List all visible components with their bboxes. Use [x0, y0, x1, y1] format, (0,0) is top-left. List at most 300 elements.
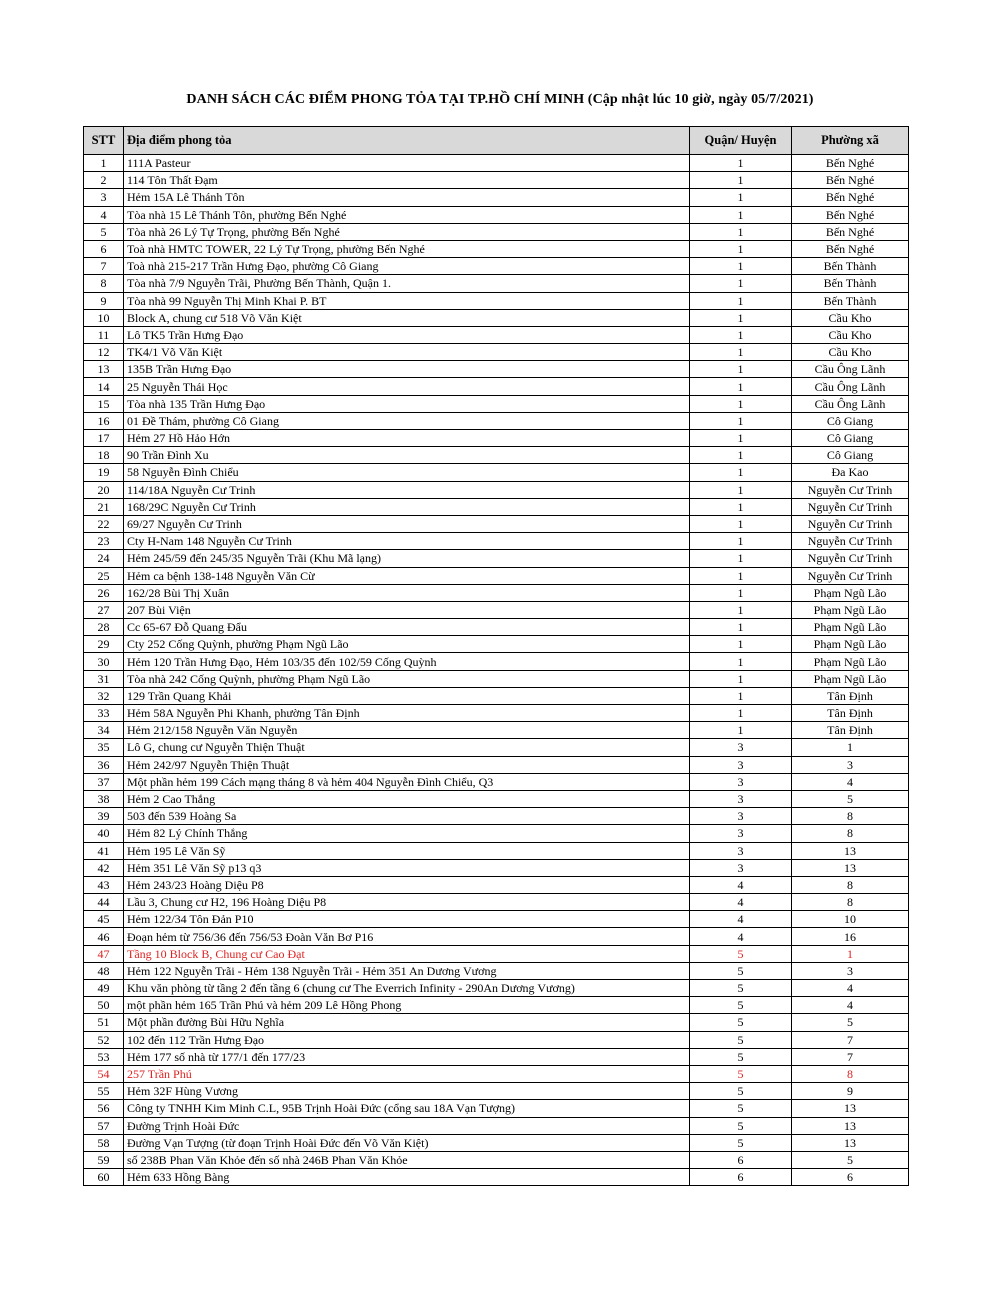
cell-location: một phần hẻm 165 Trần Phú và hẻm 209 Lê Hồng Phong	[124, 997, 690, 1014]
cell-location: Hẻm ca bệnh 138-148 Nguyễn Văn Cừ	[124, 567, 690, 584]
cell-ward: 8	[792, 1065, 909, 1082]
cell-location: Hẻm 2 Cao Thắng	[124, 790, 690, 807]
table-row	[84, 790, 909, 807]
table-row	[84, 894, 909, 911]
cell-location: Tòa nhà 242 Cống Quỳnh, phường Phạm Ngũ Lão	[124, 670, 690, 687]
cell-ward: Bến Nghé	[792, 240, 909, 257]
table-row	[84, 1031, 909, 1048]
cell-district: 1	[690, 567, 792, 584]
cell-stt: 19	[84, 464, 124, 481]
cell-district: 3	[690, 790, 792, 807]
cell-district: 1	[690, 275, 792, 292]
cell-location: Tòa nhà 135 Trần Hưng Đạo	[124, 395, 690, 412]
cell-location: Hẻm 633 Hồng Bàng	[124, 1169, 690, 1186]
cell-ward: Nguyễn Cư Trinh	[792, 515, 909, 532]
cell-stt: 60	[84, 1169, 124, 1186]
cell-district: 1	[690, 258, 792, 275]
cell-ward: Nguyễn Cư Trinh	[792, 533, 909, 550]
cell-location: 135B Trần Hưng Đạo	[124, 361, 690, 378]
cell-district: 1	[690, 378, 792, 395]
cell-district: 5	[690, 962, 792, 979]
table-row	[84, 172, 909, 189]
cell-stt: 34	[84, 722, 124, 739]
table-row	[84, 567, 909, 584]
cell-location: 69/27 Nguyễn Cư Trinh	[124, 515, 690, 532]
cell-stt: 40	[84, 825, 124, 842]
cell-district: 1	[690, 309, 792, 326]
table-row	[84, 584, 909, 601]
table-row	[84, 395, 909, 412]
cell-ward: Tân Định	[792, 687, 909, 704]
cell-ward: 4	[792, 980, 909, 997]
table-row	[84, 361, 909, 378]
cell-stt: 4	[84, 206, 124, 223]
cell-ward: Cầu Kho	[792, 344, 909, 361]
cell-district: 4	[690, 876, 792, 893]
cell-ward: Cầu Ông Lãnh	[792, 361, 909, 378]
table-row	[84, 825, 909, 842]
cell-district: 1	[690, 705, 792, 722]
cell-stt: 47	[84, 945, 124, 962]
cell-district: 1	[690, 550, 792, 567]
cell-ward: 1	[792, 945, 909, 962]
cell-location: Lô G, chung cư Nguyễn Thiện Thuật	[124, 739, 690, 756]
table-row	[84, 1169, 909, 1186]
cell-district: 1	[690, 619, 792, 636]
cell-location: 162/28 Bùi Thị Xuân	[124, 584, 690, 601]
table-row	[84, 447, 909, 464]
table-row	[84, 223, 909, 240]
cell-ward: Cầu Kho	[792, 326, 909, 343]
cell-ward: Nguyễn Cư Trinh	[792, 498, 909, 515]
table-row	[84, 601, 909, 618]
cell-location: 58 Nguyễn Đình Chiểu	[124, 464, 690, 481]
cell-stt: 50	[84, 997, 124, 1014]
cell-district: 1	[690, 533, 792, 550]
cell-stt: 55	[84, 1083, 124, 1100]
cell-ward: Đa Kao	[792, 464, 909, 481]
cell-ward: Phạm Ngũ Lão	[792, 653, 909, 670]
cell-stt: 43	[84, 876, 124, 893]
cell-location: Tòa nhà 26 Lý Tự Trọng, phường Bến Nghé	[124, 223, 690, 240]
table-header-row	[84, 127, 909, 155]
cell-stt: 8	[84, 275, 124, 292]
cell-stt: 59	[84, 1151, 124, 1168]
cell-location: Công ty TNHH Kim Minh C.L, 95B Trịnh Hoài Đức (cổng sau 18A Vạn Tượng)	[124, 1100, 690, 1117]
table-row	[84, 481, 909, 498]
table-row	[84, 1083, 909, 1100]
cell-district: 1	[690, 515, 792, 532]
table-row	[84, 980, 909, 997]
table-row	[84, 344, 909, 361]
table-row	[84, 550, 909, 567]
cell-stt: 21	[84, 498, 124, 515]
table-row	[84, 533, 909, 550]
header-stt: STT	[84, 127, 124, 155]
cell-location: Đường Trịnh Hoài Đức	[124, 1117, 690, 1134]
cell-stt: 54	[84, 1065, 124, 1082]
cell-district: 1	[690, 395, 792, 412]
cell-stt: 42	[84, 859, 124, 876]
table-row	[84, 962, 909, 979]
table-row	[84, 309, 909, 326]
cell-ward: 3	[792, 962, 909, 979]
cell-district: 1	[690, 653, 792, 670]
cell-stt: 15	[84, 395, 124, 412]
cell-stt: 3	[84, 189, 124, 206]
table-row	[84, 1048, 909, 1065]
cell-ward: Bến Thành	[792, 275, 909, 292]
cell-ward: 8	[792, 876, 909, 893]
cell-district: 1	[690, 601, 792, 618]
cell-district: 5	[690, 1134, 792, 1151]
cell-ward: 6	[792, 1169, 909, 1186]
cell-location: 102 đến 112 Trần Hưng Đạo	[124, 1031, 690, 1048]
header-district: Quận/ Huyện	[690, 127, 792, 155]
cell-location: Hẻm 120 Trần Hưng Đạo, Hẻm 103/35 đến 102/59 Cống Quỳnh	[124, 653, 690, 670]
cell-stt: 7	[84, 258, 124, 275]
cell-location: 129 Trần Quang Khải	[124, 687, 690, 704]
cell-district: 5	[690, 1117, 792, 1134]
table-row	[84, 498, 909, 515]
cell-location: Một phần hẻm 199 Cách mạng tháng 8 và hẻm 404 Nguyễn Đình Chiểu, Q3	[124, 773, 690, 790]
cell-district: 1	[690, 361, 792, 378]
cell-district: 3	[690, 808, 792, 825]
table-row	[84, 464, 909, 481]
cell-district: 3	[690, 756, 792, 773]
cell-ward: Cô Giang	[792, 430, 909, 447]
cell-stt: 29	[84, 636, 124, 653]
cell-stt: 53	[84, 1048, 124, 1065]
cell-ward: Phạm Ngũ Lão	[792, 619, 909, 636]
cell-location: số 238B Phan Văn Khỏe đến số nhà 246B Phan Văn Khỏe	[124, 1151, 690, 1168]
cell-district: 1	[690, 155, 792, 172]
cell-stt: 36	[84, 756, 124, 773]
cell-stt: 51	[84, 1014, 124, 1031]
cell-district: 1	[690, 240, 792, 257]
cell-location: Một phần đường Bùi Hữu Nghĩa	[124, 1014, 690, 1031]
table-body	[84, 155, 909, 1186]
cell-location: 207 Bùi Viện	[124, 601, 690, 618]
table-row	[84, 808, 909, 825]
cell-stt: 13	[84, 361, 124, 378]
cell-location: Hẻm 212/158 Nguyễn Văn Nguyễn	[124, 722, 690, 739]
table-row	[84, 292, 909, 309]
cell-location: Hẻm 351 Lê Văn Sỹ p13 q3	[124, 859, 690, 876]
cell-ward: 4	[792, 997, 909, 1014]
cell-stt: 32	[84, 687, 124, 704]
table-row	[84, 430, 909, 447]
cell-stt: 38	[84, 790, 124, 807]
table-row	[84, 275, 909, 292]
table-row	[84, 326, 909, 343]
cell-ward: 13	[792, 859, 909, 876]
cell-district: 5	[690, 1031, 792, 1048]
cell-stt: 35	[84, 739, 124, 756]
cell-district: 1	[690, 584, 792, 601]
table-row	[84, 876, 909, 893]
cell-ward: 10	[792, 911, 909, 928]
cell-location: 114 Tôn Thất Đạm	[124, 172, 690, 189]
cell-location: 25 Nguyễn Thái Học	[124, 378, 690, 395]
cell-location: Hẻm 245/59 đến 245/35 Nguyễn Trãi (Khu Mã lạng)	[124, 550, 690, 567]
table-row	[84, 653, 909, 670]
cell-ward: Nguyễn Cư Trinh	[792, 481, 909, 498]
cell-district: 6	[690, 1151, 792, 1168]
header-location: Địa điểm phong tỏa	[124, 127, 690, 155]
cell-ward: Phạm Ngũ Lão	[792, 601, 909, 618]
cell-stt: 17	[84, 430, 124, 447]
cell-stt: 24	[84, 550, 124, 567]
cell-district: 1	[690, 430, 792, 447]
cell-ward: 16	[792, 928, 909, 945]
cell-ward: 13	[792, 1100, 909, 1117]
cell-ward: 3	[792, 756, 909, 773]
cell-ward: 13	[792, 842, 909, 859]
cell-stt: 14	[84, 378, 124, 395]
cell-stt: 27	[84, 601, 124, 618]
cell-location: Hẻm 195 Lê Văn Sỹ	[124, 842, 690, 859]
cell-district: 1	[690, 670, 792, 687]
cell-ward: 13	[792, 1134, 909, 1151]
cell-location: 168/29C Nguyễn Cư Trinh	[124, 498, 690, 515]
cell-ward: 5	[792, 1151, 909, 1168]
cell-ward: 7	[792, 1048, 909, 1065]
cell-district: 1	[690, 223, 792, 240]
cell-location: Cty 252 Cống Quỳnh, phường Phạm Ngũ Lão	[124, 636, 690, 653]
cell-district: 3	[690, 773, 792, 790]
cell-stt: 48	[84, 962, 124, 979]
table-row	[84, 928, 909, 945]
cell-ward: 1	[792, 739, 909, 756]
cell-location: Hẻm 82 Lý Chính Thắng	[124, 825, 690, 842]
cell-location: TK4/1 Võ Văn Kiệt	[124, 344, 690, 361]
cell-ward: Tân Định	[792, 705, 909, 722]
cell-district: 5	[690, 945, 792, 962]
cell-district: 4	[690, 928, 792, 945]
cell-stt: 39	[84, 808, 124, 825]
header-ward: Phường xã	[792, 127, 909, 155]
cell-stt: 41	[84, 842, 124, 859]
cell-district: 3	[690, 842, 792, 859]
table-row	[84, 189, 909, 206]
document-title: DANH SÁCH CÁC ĐIỂM PHONG TỎA TẠI TP.HỒ CHÍ MINH (Cập nhật lúc 10 giờ, ngày 05/7/2021)	[186, 92, 814, 107]
cell-district: 1	[690, 172, 792, 189]
cell-ward: Bến Nghé	[792, 172, 909, 189]
cell-stt: 52	[84, 1031, 124, 1048]
cell-ward: Phạm Ngũ Lão	[792, 636, 909, 653]
cell-location: Đoạn hẻm từ 756/36 đến 756/53 Đoàn Văn Bơ P16	[124, 928, 690, 945]
cell-stt: 33	[84, 705, 124, 722]
table-row	[84, 997, 909, 1014]
cell-district: 3	[690, 859, 792, 876]
cell-location: Hẻm 32F Hùng Vương	[124, 1083, 690, 1100]
table-row	[84, 155, 909, 172]
lockdown-table	[83, 126, 909, 1186]
cell-ward: Nguyễn Cư Trinh	[792, 567, 909, 584]
cell-location: Hẻm 15A Lê Thánh Tôn	[124, 189, 690, 206]
cell-ward: 8	[792, 808, 909, 825]
cell-district: 1	[690, 447, 792, 464]
cell-location: Khu văn phòng từ tầng 2 đến tầng 6 (chung cư The Everrich Infinity - 290An Dương Vương)	[124, 980, 690, 997]
table-row	[84, 515, 909, 532]
cell-ward: 9	[792, 1083, 909, 1100]
cell-stt: 28	[84, 619, 124, 636]
cell-location: Lô TK5 Trần Hưng Đạo	[124, 326, 690, 343]
cell-location: Tòa nhà 15 Lê Thánh Tôn, phường Bến Nghé	[124, 206, 690, 223]
cell-district: 1	[690, 412, 792, 429]
cell-ward: Cô Giang	[792, 447, 909, 464]
cell-district: 1	[690, 344, 792, 361]
table-row	[84, 756, 909, 773]
cell-ward: 8	[792, 825, 909, 842]
table-row	[84, 945, 909, 962]
cell-district: 5	[690, 1014, 792, 1031]
cell-district: 5	[690, 1065, 792, 1082]
table-row	[84, 619, 909, 636]
cell-stt: 30	[84, 653, 124, 670]
cell-ward: 13	[792, 1117, 909, 1134]
cell-stt: 57	[84, 1117, 124, 1134]
table-row	[84, 705, 909, 722]
cell-stt: 5	[84, 223, 124, 240]
table-row	[84, 1014, 909, 1031]
cell-ward: Bến Nghé	[792, 206, 909, 223]
cell-location: 257 Trần Phú	[124, 1065, 690, 1082]
cell-location: Hẻm 243/23 Hoàng Diệu P8	[124, 876, 690, 893]
cell-stt: 26	[84, 584, 124, 601]
cell-location: 114/18A Nguyễn Cư Trinh	[124, 481, 690, 498]
table-row	[84, 378, 909, 395]
cell-location: Toà nhà HMTC TOWER, 22 Lý Tự Trọng, phường Bến Nghé	[124, 240, 690, 257]
cell-location: Tòa nhà 7/9 Nguyễn Trãi, Phường Bến Thành, Quận 1.	[124, 275, 690, 292]
cell-ward: Phạm Ngũ Lão	[792, 670, 909, 687]
cell-ward: 8	[792, 894, 909, 911]
table-row	[84, 842, 909, 859]
cell-district: 1	[690, 464, 792, 481]
table-row	[84, 1117, 909, 1134]
cell-district: 5	[690, 1100, 792, 1117]
table-row	[84, 687, 909, 704]
cell-stt: 18	[84, 447, 124, 464]
cell-district: 5	[690, 980, 792, 997]
cell-ward: Cầu Kho	[792, 309, 909, 326]
cell-ward: Cầu Ông Lãnh	[792, 395, 909, 412]
cell-location: Lầu 3, Chung cư H2, 196 Hoàng Diệu P8	[124, 894, 690, 911]
cell-stt: 22	[84, 515, 124, 532]
cell-location: Cty H-Nam 148 Nguyễn Cư Trinh	[124, 533, 690, 550]
cell-ward: 4	[792, 773, 909, 790]
cell-stt: 56	[84, 1100, 124, 1117]
cell-district: 1	[690, 498, 792, 515]
table-row	[84, 636, 909, 653]
cell-location: Hẻm 242/97 Nguyễn Thiện Thuật	[124, 756, 690, 773]
cell-district: 1	[690, 206, 792, 223]
cell-stt: 37	[84, 773, 124, 790]
cell-ward: Bến Thành	[792, 258, 909, 275]
cell-ward: Bến Nghé	[792, 223, 909, 240]
cell-location: Cc 65-67 Đỗ Quang Đẩu	[124, 619, 690, 636]
cell-stt: 1	[84, 155, 124, 172]
cell-district: 1	[690, 189, 792, 206]
cell-location: Tầng 10 Block B, Chung cư Cao Đạt	[124, 945, 690, 962]
cell-ward: Cầu Ông Lãnh	[792, 378, 909, 395]
cell-stt: 58	[84, 1134, 124, 1151]
cell-district: 3	[690, 739, 792, 756]
cell-location: Tòa nhà 99 Nguyễn Thị Minh Khai P. BT	[124, 292, 690, 309]
cell-district: 1	[690, 636, 792, 653]
cell-district: 1	[690, 326, 792, 343]
cell-location: Hẻm 58A Nguyễn Phi Khanh, phường Tân Định	[124, 705, 690, 722]
table-row	[84, 240, 909, 257]
table-row	[84, 412, 909, 429]
cell-ward: Nguyễn Cư Trinh	[792, 550, 909, 567]
cell-district: 6	[690, 1169, 792, 1186]
cell-district: 1	[690, 722, 792, 739]
table-row	[84, 258, 909, 275]
cell-stt: 31	[84, 670, 124, 687]
cell-stt: 16	[84, 412, 124, 429]
cell-district: 4	[690, 894, 792, 911]
cell-stt: 46	[84, 928, 124, 945]
cell-ward: 5	[792, 1014, 909, 1031]
cell-district: 5	[690, 1048, 792, 1065]
cell-stt: 2	[84, 172, 124, 189]
table-row	[84, 1134, 909, 1151]
cell-location: Hẻm 177 số nhà từ 177/1 đến 177/23	[124, 1048, 690, 1065]
cell-ward: Tân Định	[792, 722, 909, 739]
cell-location: Block A, chung cư 518 Võ Văn Kiệt	[124, 309, 690, 326]
table-row	[84, 1065, 909, 1082]
cell-district: 1	[690, 687, 792, 704]
cell-location: 111A Pasteur	[124, 155, 690, 172]
table-row	[84, 1151, 909, 1168]
cell-location: Hẻm 122 Nguyễn Trãi - Hẻm 138 Nguyễn Trãi - Hẻm 351 An Dương Vương	[124, 962, 690, 979]
cell-ward: 7	[792, 1031, 909, 1048]
cell-location: Toà nhà 215-217 Trần Hưng Đạo, phường Cô Giang	[124, 258, 690, 275]
cell-stt: 25	[84, 567, 124, 584]
table-row	[84, 1100, 909, 1117]
cell-district: 1	[690, 292, 792, 309]
cell-district: 1	[690, 481, 792, 498]
cell-stt: 10	[84, 309, 124, 326]
cell-location: 503 đến 539 Hoàng Sa	[124, 808, 690, 825]
cell-location: Đường Vạn Tượng (từ đoạn Trịnh Hoài Đức đến Võ Văn Kiệt)	[124, 1134, 690, 1151]
cell-location: 01 Đề Thám, phường Cô Giang	[124, 412, 690, 429]
cell-district: 4	[690, 911, 792, 928]
cell-stt: 11	[84, 326, 124, 343]
cell-stt: 6	[84, 240, 124, 257]
table-row	[84, 859, 909, 876]
cell-stt: 44	[84, 894, 124, 911]
cell-district: 5	[690, 997, 792, 1014]
cell-district: 3	[690, 825, 792, 842]
cell-stt: 12	[84, 344, 124, 361]
table-row	[84, 206, 909, 223]
cell-location: Hẻm 27 Hồ Hảo Hớn	[124, 430, 690, 447]
cell-location: 90 Trần Đình Xu	[124, 447, 690, 464]
cell-stt: 9	[84, 292, 124, 309]
cell-ward: Bến Thành	[792, 292, 909, 309]
cell-ward: Phạm Ngũ Lão	[792, 584, 909, 601]
cell-stt: 45	[84, 911, 124, 928]
cell-ward: Cô Giang	[792, 412, 909, 429]
cell-district: 5	[690, 1083, 792, 1100]
table-row	[84, 773, 909, 790]
table-row	[84, 739, 909, 756]
cell-ward: 5	[792, 790, 909, 807]
cell-location: Hẻm 122/34 Tôn Đản P10	[124, 911, 690, 928]
